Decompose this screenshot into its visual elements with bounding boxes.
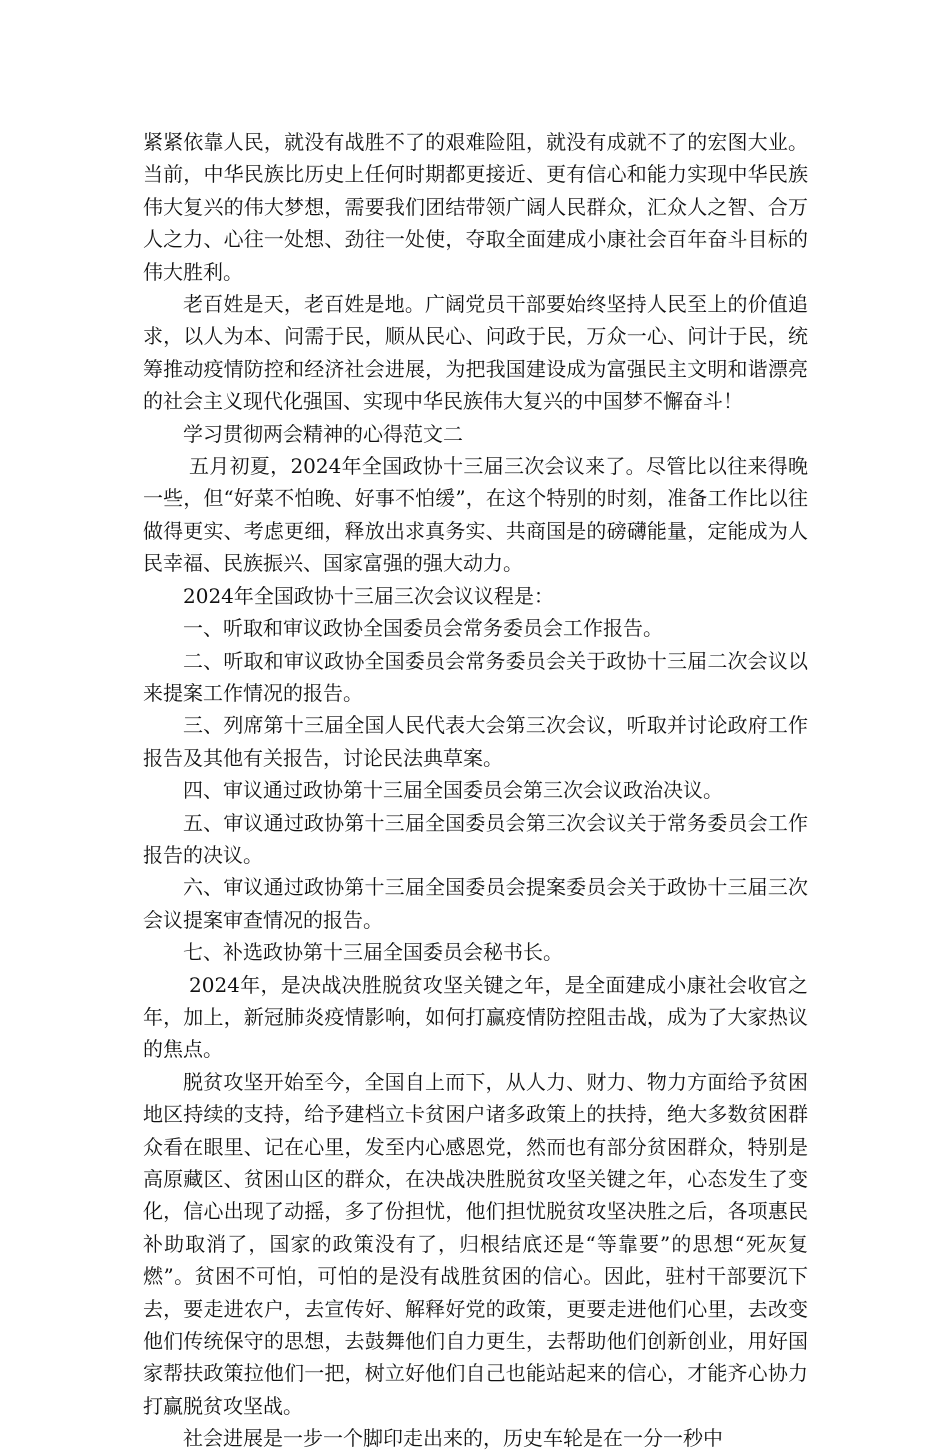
paragraph-wuyue: 五月初夏，2024年全国政协十三届三次会议来了。尽管比以往来得晚一些，但“好菜不怕晚、好事不怕缓”，在这个特别的时刻，准备工作比以往做得更实、考虑更细，释放出求真务实、共商国是的磅礴能量，定能成为人民幸福、民族振兴、国家富强的强大动力。 [143, 454, 808, 576]
agenda-item-7: 七、补选政协第十三届全国委员会秘书长。 [183, 940, 563, 965]
paragraph-tuopin: 脱贫攻坚开始至今，全国自上而下，从人力、财力、物力方面给予贫困地区持续的支持，给予建档立卡贫困户诸多政策上的扶持，绝大多数贫困群众看在眼里、记在心里，发至内心感恩党，然而也有部分贫困群众，特别是高原藏区、贫困山区的群众，在决战决胜脱贫攻坚关键之年，心态发生了变化，信心出现了动摇，多了份担忧，他们担忧脱贫攻坚决胜之后，各项惠民补助取消了，国家的政策没有了，归根结底还是“等靠要”的思想“死灰复燃”。贫困不可怕，可怕的是没有战胜贫困的信心。因此，驻村干部要沉下去，要走进农户，去宣传好、解释好党的政策，更要走进他们心里，去改变他们传统保守的思想，去鼓舞他们自力更生，去帮助他们创新创业，用好国家帮扶政策拉他们一把，树立好他们自己也能站起来的信心，才能齐心协力打赢脱贫攻坚战。 [143, 1069, 808, 1418]
paragraph-laobaixing: 老百姓是天，老百姓是地。广阔党员干部要始终坚持人民至上的价值追求，以人为本、问需于民，顺从民心、问政于民，万众一心、问计于民，统筹推动疫情防控和经济社会进展，为把我国建设成为富强民主文明和谐漂亮的社会主义现代化强国、实现中华民族伟大复兴的中国梦不懈奋斗！ [143, 292, 808, 414]
agenda-item-4: 四、审议通过政协第十三届全国委员会第三次会议政治决议。 [183, 778, 723, 803]
paragraph-shehui: 社会进展是一步一个脚印走出来的，历史车轮是在一分一秒中 [183, 1426, 723, 1451]
agenda-item-2: 二、听取和审议政协全国委员会常务委员会关于政协十三届二次会议以来提案工作情况的报告。 [143, 648, 808, 705]
agenda-item-1: 一、听取和审议政协全国委员会常务委员会工作报告。 [183, 616, 663, 641]
document-page [143, 126, 808, 1455]
agenda-intro: 2024年全国政协十三届三次会议议程是： [183, 583, 554, 608]
agenda-item-6: 六、审议通过政协第十三届全国委员会提案委员会关于政协十三届三次会议提案审查情况的报告。 [143, 875, 808, 932]
section-heading: 学习贯彻两会精神的心得范文二 [183, 421, 463, 446]
agenda-item-5: 五、审议通过政协第十三届全国委员会第三次会议关于常务委员会工作报告的决议。 [143, 810, 808, 867]
agenda-item-3: 三、列席第十三届全国人民代表大会第三次会议，听取并讨论政府工作报告及其他有关报告，讨论民法典草案。 [143, 713, 808, 770]
paragraph-2024: 2024年，是决战决胜脱贫攻坚关键之年，是全面建成小康社会收官之年，加上，新冠肺炎疫情影响，如何打赢疫情防控阻击战，成为了大家热议的焦点。 [143, 972, 808, 1062]
paragraph-continuation: 紧紧依靠人民，就没有战胜不了的艰难险阻，就没有成就不了的宏图大业。当前，中华民族比历史上任何时期都更接近、更有信心和能力实现中华民族伟大复兴的伟大梦想，需要我们团结带领广阔人民群众，汇众人之智、合万人之力、心往一处想、劲往一处使，夺取全面建成小康社会百年奋斗目标的伟大胜利。 [143, 130, 808, 284]
